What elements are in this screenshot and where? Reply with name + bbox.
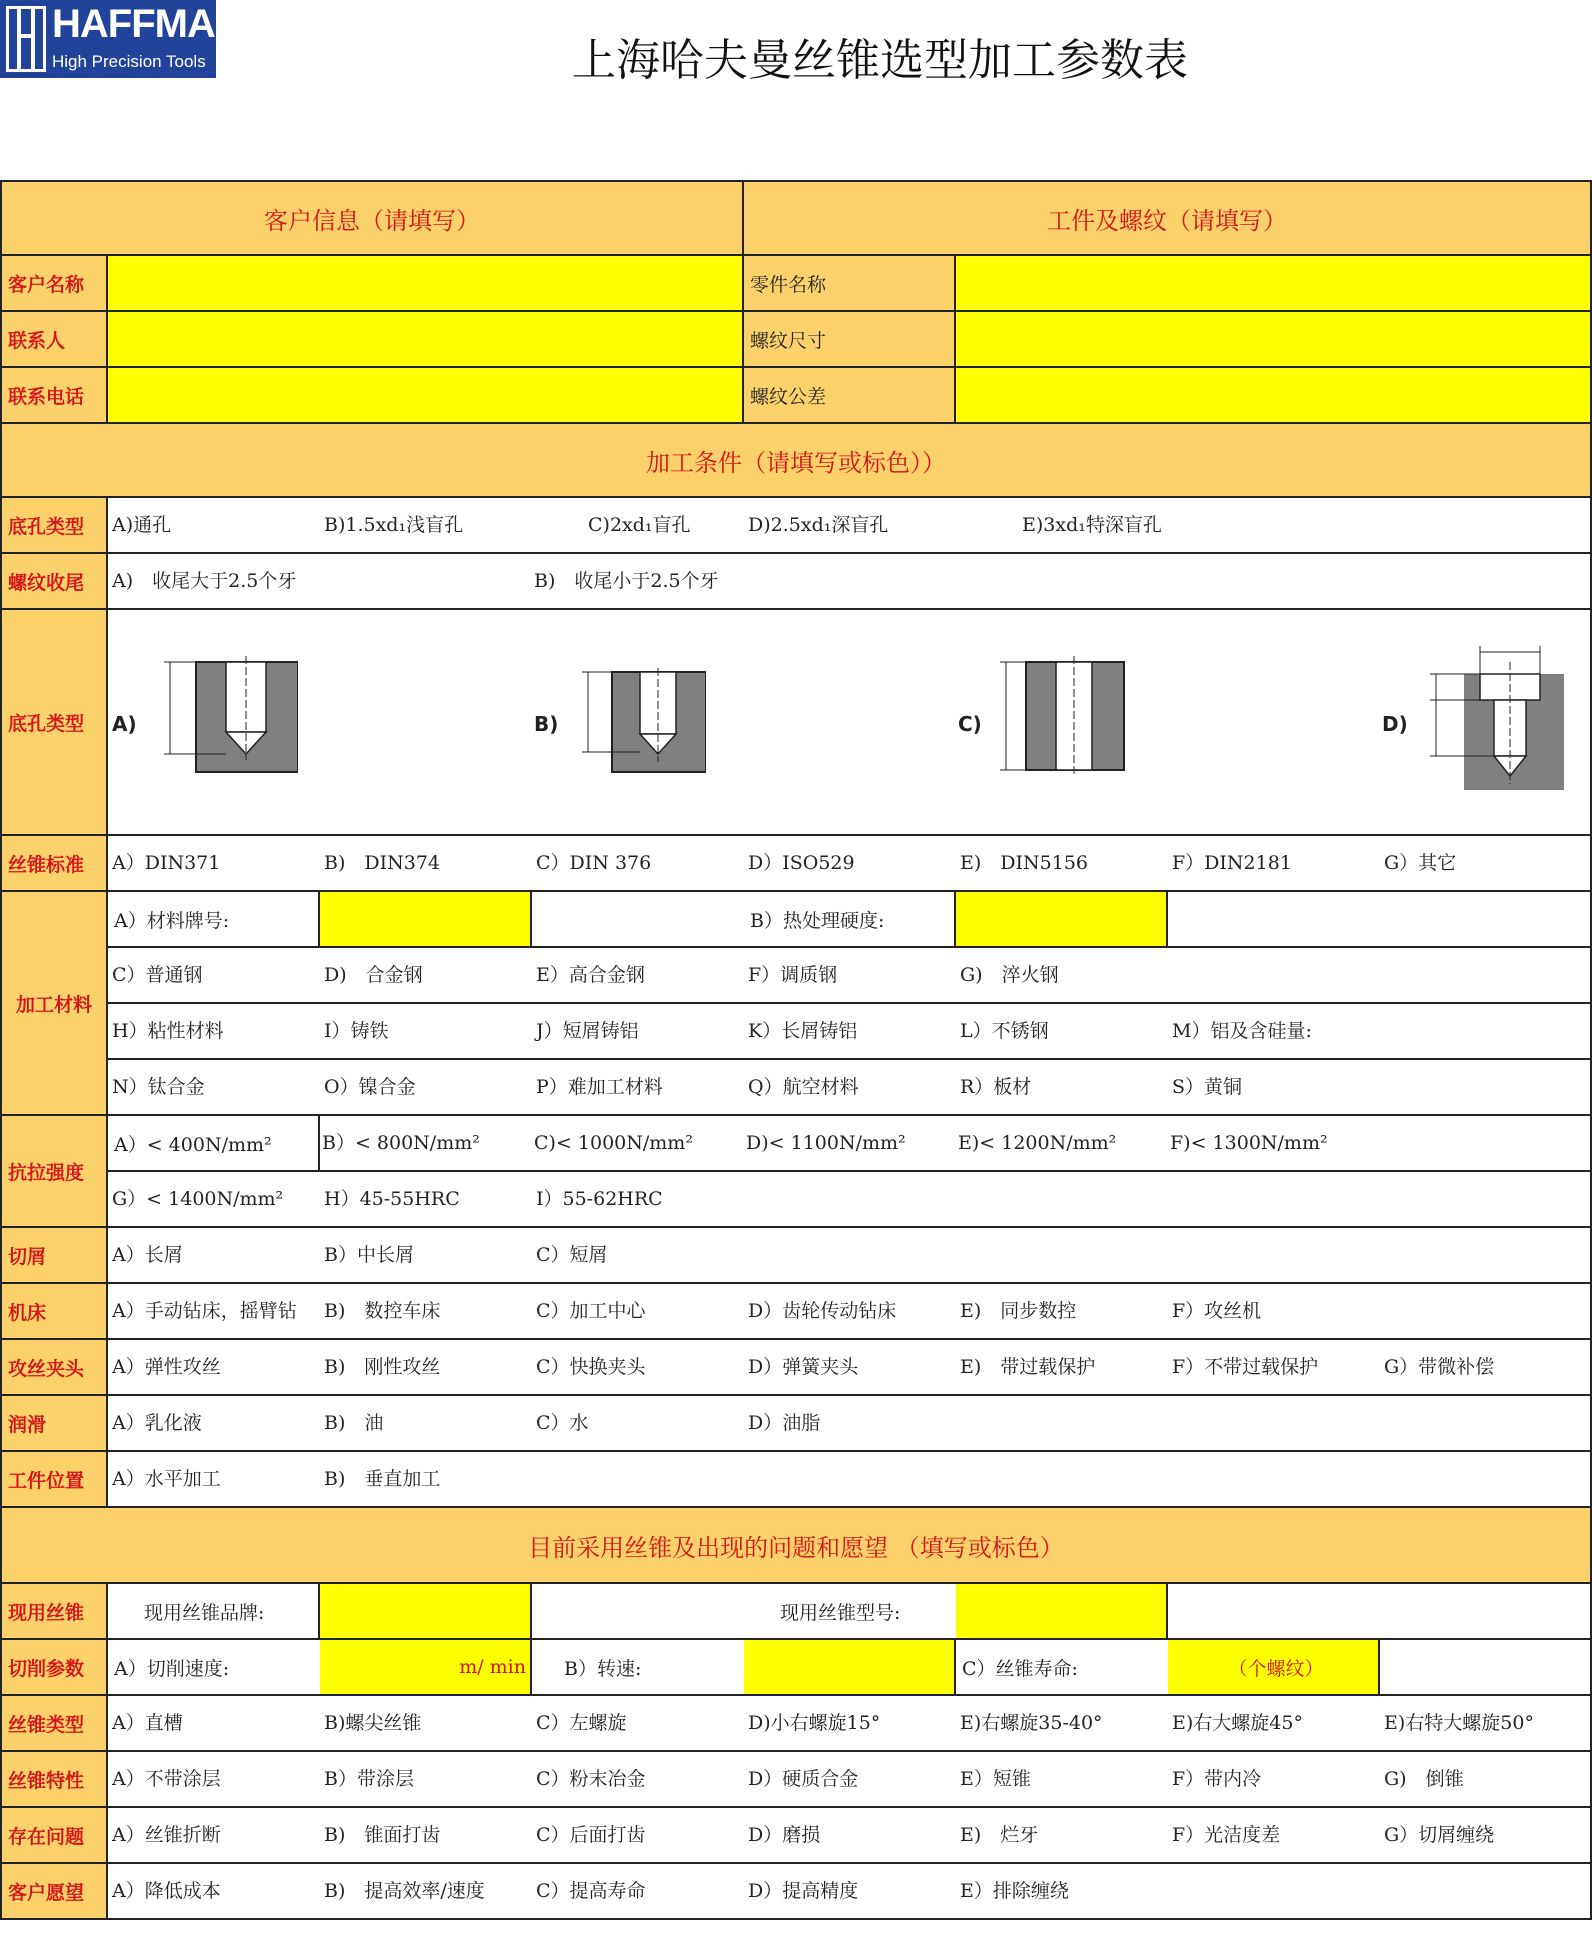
option-din5156[interactable]: E) DIN5156 (960, 852, 1088, 874)
option-tail-small[interactable]: B) 收尾小于2.5个牙 (534, 570, 719, 592)
option-emulsion[interactable]: A）乳化液 (112, 1412, 202, 1434)
option-right-spiral-50[interactable]: E)右特大螺旋50° (1384, 1712, 1534, 1734)
cutting-speed-field[interactable]: m/ min (320, 1640, 532, 1696)
option-cnc-lathe[interactable]: B) 数控车床 (324, 1300, 441, 1322)
option-extra-deep-blind[interactable]: E)3xd₁特深盲孔 (1022, 514, 1162, 536)
option-short-chip-aluminum[interactable]: J）短屑铸铝 (536, 1020, 639, 1042)
lubrication-label: 润滑 (0, 1396, 108, 1452)
wish-options (108, 1864, 1592, 1920)
option-medium-chip[interactable]: B）中长屑 (324, 1244, 414, 1266)
option-oil[interactable]: B) 油 (324, 1412, 384, 1434)
diagram-a-letter[interactable]: A) (112, 712, 137, 736)
page-title: 上海哈夫曼丝锥选型加工参数表 (572, 35, 1188, 86)
option-sync-cnc[interactable]: E) 同步数控 (960, 1300, 1077, 1322)
option-short-chamfer[interactable]: E）短锥 (960, 1768, 1031, 1790)
material-grade-spacer (532, 892, 744, 948)
section-conditions: 加工条件（请填写或标色）） (0, 424, 1592, 498)
form-table (0, 180, 1592, 1920)
tensile-800[interactable]: B）< 800N/mm² (322, 1132, 480, 1154)
option-poor-finish[interactable]: F）光洁度差 (1172, 1824, 1281, 1846)
option-carbide[interactable]: D）硬质合金 (748, 1768, 859, 1790)
through-hole-diagram-c (998, 656, 1128, 776)
hardness-45-55[interactable]: H）45-55HRC (324, 1188, 460, 1210)
part-name-label: 零件名称 (744, 256, 956, 312)
blind-hole-diagram-b (576, 668, 706, 778)
option-right-spiral-35-40[interactable]: E)右螺旋35-40° (960, 1712, 1103, 1734)
option-long-chip[interactable]: A）长屑 (112, 1244, 183, 1266)
tensile-1100[interactable]: D)< 1100N/mm² (746, 1132, 906, 1154)
hardness-spacer (1168, 892, 1592, 948)
diagram-d-letter[interactable]: D) (1382, 712, 1408, 736)
option-straight-flute[interactable]: A）直槽 (112, 1712, 183, 1734)
brand-field[interactable] (320, 1584, 532, 1640)
thread-tail-label: 螺纹收尾 (0, 554, 108, 610)
section-current: 目前采用丝锥及出现的问题和愿望 （填写或标色） (0, 1508, 1592, 1584)
machine-label: 机床 (0, 1284, 108, 1340)
option-sticky-material[interactable]: H）粘性材料 (112, 1020, 224, 1042)
hole-diagrams (108, 610, 1592, 836)
option-grease[interactable]: D）油脂 (748, 1412, 821, 1434)
tap-life-field[interactable]: （个螺纹） (1168, 1640, 1380, 1696)
option-tapping-machine[interactable]: F）攻丝机 (1172, 1300, 1262, 1322)
option-increase-life[interactable]: C）提高寿命 (536, 1880, 646, 1902)
cutting-label: 切削参数 (0, 1640, 108, 1696)
option-din2181[interactable]: F）DIN2181 (1172, 852, 1292, 874)
tap-standard-label: 丝锥标准 (0, 836, 108, 892)
option-din371[interactable]: A）DIN371 (112, 852, 221, 874)
option-overload-protection[interactable]: E) 带过载保护 (960, 1356, 1096, 1378)
part-name-field[interactable] (956, 256, 1592, 312)
thread-size-field[interactable] (956, 312, 1592, 368)
option-long-chip-aluminum[interactable]: K）长屑铸铝 (748, 1020, 858, 1042)
tap-feature-options (108, 1752, 1592, 1808)
problem-options (108, 1808, 1592, 1864)
option-water[interactable]: C）水 (536, 1412, 589, 1434)
tap-type-options (108, 1696, 1592, 1752)
wish-label: 客户愿望 (0, 1864, 108, 1920)
logo-tagline: High Precision Tools (52, 52, 206, 71)
option-nickel-alloy[interactable]: O）镍合金 (324, 1076, 416, 1098)
option-chip-tangle[interactable]: G）切屑缠绕 (1384, 1824, 1495, 1846)
option-spiral-point[interactable]: B)螺尖丝锥 (324, 1712, 422, 1734)
material-line-2 (108, 948, 1592, 1004)
chip-options (108, 1228, 1592, 1284)
option-right-spiral-15[interactable]: D)小右螺旋15° (748, 1712, 881, 1734)
tap-type-label: 丝锥类型 (0, 1696, 108, 1752)
option-short-chip[interactable]: C）短屑 (536, 1244, 608, 1266)
tensile-line-2 (108, 1172, 1592, 1228)
option-internal-coolant[interactable]: F）带内冷 (1172, 1768, 1262, 1790)
contact-label: 联系人 (0, 312, 108, 368)
option-stainless-steel[interactable]: L）不锈钢 (960, 1020, 1049, 1042)
section-workpiece: 工件及螺纹（请填写） (744, 180, 1592, 256)
thread-tail-options (108, 554, 1592, 610)
option-shallow-blind[interactable]: B)1.5xd₁浅盲孔 (324, 514, 464, 536)
phone-field[interactable] (108, 368, 744, 424)
option-hardened-steel[interactable]: G) 淬火钢 (960, 964, 1059, 986)
tensile-1200[interactable]: E)< 1200N/mm² (958, 1132, 1117, 1154)
option-quick-change-chuck[interactable]: C）快换夹头 (536, 1356, 646, 1378)
tap-life-label: C）丝锥寿命: (956, 1640, 1168, 1696)
option-sheet-metal[interactable]: R）板材 (960, 1076, 1032, 1098)
option-titanium-alloy[interactable]: N）钛合金 (112, 1076, 205, 1098)
logo-name: HAFFMAN (52, 2, 243, 46)
diagram-b-letter[interactable]: B) (534, 712, 559, 736)
material-label: 加工材料 (0, 892, 108, 1116)
model-label: 现用丝锥型号: (532, 1584, 956, 1640)
option-high-alloy-steel[interactable]: E）高合金钢 (536, 964, 645, 986)
option-vertical[interactable]: B) 垂直加工 (324, 1468, 441, 1490)
tensile-1400[interactable]: G）< 1400N/mm² (112, 1188, 284, 1210)
option-increase-efficiency[interactable]: B) 提高效率/速度 (324, 1880, 485, 1902)
machine-options (108, 1284, 1592, 1340)
option-other-standard[interactable]: G）其它 (1384, 852, 1457, 874)
option-micro-compensation[interactable]: G）带微补偿 (1384, 1356, 1495, 1378)
thread-tolerance-label: 螺纹公差 (744, 368, 956, 424)
option-din374[interactable]: B) DIN374 (324, 852, 441, 874)
counterbore-hole-diagram-d (1424, 638, 1574, 798)
option-bad-threads[interactable]: E) 烂牙 (960, 1824, 1039, 1846)
thread-size-label: 螺纹尺寸 (744, 312, 956, 368)
option-tap-breakage[interactable]: A）丝锥折断 (112, 1824, 221, 1846)
option-iso529[interactable]: D）ISO529 (748, 852, 855, 874)
option-eliminate-tangle[interactable]: E）排除缠绕 (960, 1880, 1069, 1902)
brand-label: 现用丝锥品牌: (108, 1584, 320, 1640)
option-collet-chuck[interactable]: D）弹簧夹头 (748, 1356, 859, 1378)
diagram-c-letter[interactable]: C) (958, 712, 982, 736)
model-field[interactable] (956, 1584, 1168, 1640)
tap-standard-options (108, 836, 1592, 892)
option-tempered-steel[interactable]: F）调质钢 (748, 964, 838, 986)
hardness-label: B）热处理硬度: (744, 892, 956, 948)
hole-type-options (108, 498, 1592, 554)
chuck-options (108, 1340, 1592, 1396)
option-plain-steel[interactable]: C）普通钢 (112, 964, 203, 986)
tap-life-spacer (1380, 1640, 1592, 1696)
material-grade-label: A）材料牌号: (108, 892, 320, 948)
section-customer: 客户信息（请填写） (0, 180, 744, 256)
hardness-55-62[interactable]: I）55-62HRC (536, 1188, 663, 1210)
option-gear-drill[interactable]: D）齿轮传动钻床 (748, 1300, 897, 1322)
position-options (108, 1452, 1592, 1508)
customer-name-label: 客户名称 (0, 256, 108, 312)
through-blind-hole-diagram-a (158, 656, 298, 776)
contact-field[interactable] (108, 312, 744, 368)
option-chamfer-chipping[interactable]: B) 锥面打齿 (324, 1824, 441, 1846)
option-manual-drill[interactable]: A）手动钻床，摇臂钻 (112, 1300, 297, 1322)
option-right-spiral-45[interactable]: E)右大螺旋45° (1172, 1712, 1303, 1734)
tap-feature-label: 丝锥特性 (0, 1752, 108, 1808)
option-tail-large[interactable]: A) 收尾大于2.5个牙 (112, 570, 297, 592)
option-deep-blind[interactable]: D)2.5xd₁深盲孔 (748, 514, 889, 536)
chip-label: 切屑 (0, 1228, 108, 1284)
option-left-spiral[interactable]: C）左螺旋 (536, 1712, 627, 1734)
hole-diagram-label: 底孔类型 (0, 610, 108, 836)
option-through-hole[interactable]: A)通孔 (112, 514, 172, 536)
rpm-label: B）转速: (532, 1640, 744, 1696)
hole-type-label: 底孔类型 (0, 498, 108, 554)
tensile-line-1 (320, 1116, 1592, 1172)
option-increase-precision[interactable]: D）提高精度 (748, 1880, 859, 1902)
model-spacer (1168, 1584, 1592, 1640)
option-aluminum-silicon[interactable]: M）铝及含硅量: (1172, 1020, 1312, 1042)
option-reduce-cost[interactable]: A）降低成本 (112, 1880, 221, 1902)
option-no-overload-protection[interactable]: F）不带过载保护 (1172, 1356, 1319, 1378)
option-wear[interactable]: D）磨损 (748, 1824, 821, 1846)
option-machining-center[interactable]: C）加工中心 (536, 1300, 646, 1322)
thread-tolerance-field[interactable] (956, 368, 1592, 424)
tensile-label: 抗拉强度 (0, 1116, 108, 1228)
option-back-chipping[interactable]: C）后面打齿 (536, 1824, 646, 1846)
position-label: 工件位置 (0, 1452, 108, 1508)
option-powder-metal[interactable]: C）粉末冶金 (536, 1768, 646, 1790)
option-horizontal[interactable]: A）水平加工 (112, 1468, 221, 1490)
problem-label: 存在问题 (0, 1808, 108, 1864)
option-rigid-tapping[interactable]: B) 刚性攻丝 (324, 1356, 441, 1378)
rpm-field[interactable] (744, 1640, 956, 1696)
option-aerospace-material[interactable]: Q）航空材料 (748, 1076, 859, 1098)
option-uncoated[interactable]: A）不带涂层 (112, 1768, 221, 1790)
hardness-field[interactable] (956, 892, 1168, 948)
option-flexible-tapping[interactable]: A）弹性攻丝 (112, 1356, 221, 1378)
tensile-1000[interactable]: C)< 1000N/mm² (534, 1132, 693, 1154)
chuck-label: 攻丝夹头 (0, 1340, 108, 1396)
option-brass[interactable]: S）黄铜 (1172, 1076, 1243, 1098)
customer-name-field[interactable] (108, 256, 744, 312)
option-cast-iron[interactable]: I）铸铁 (324, 1020, 389, 1042)
tensile-1300[interactable]: F)< 1300N/mm² (1170, 1132, 1328, 1154)
cutting-speed-label: A）切削速度: (108, 1640, 320, 1696)
option-alloy-steel[interactable]: D) 合金钢 (324, 964, 423, 986)
material-line-3 (108, 1004, 1592, 1060)
material-line-4 (108, 1060, 1592, 1116)
option-difficult-material[interactable]: P）难加工材料 (536, 1076, 663, 1098)
option-din376[interactable]: C）DIN 376 (536, 852, 652, 874)
material-grade-field[interactable] (320, 892, 532, 948)
current-tap-label: 现用丝锥 (0, 1584, 108, 1640)
option-back-taper[interactable]: G) 倒锥 (1384, 1768, 1464, 1790)
tensile-400[interactable]: A）< 400N/mm² (108, 1116, 320, 1172)
option-blind[interactable]: C)2xd₁盲孔 (588, 514, 691, 536)
option-coated[interactable]: B）带涂层 (324, 1768, 414, 1790)
phone-label: 联系电话 (0, 368, 108, 424)
lubrication-options (108, 1396, 1592, 1452)
